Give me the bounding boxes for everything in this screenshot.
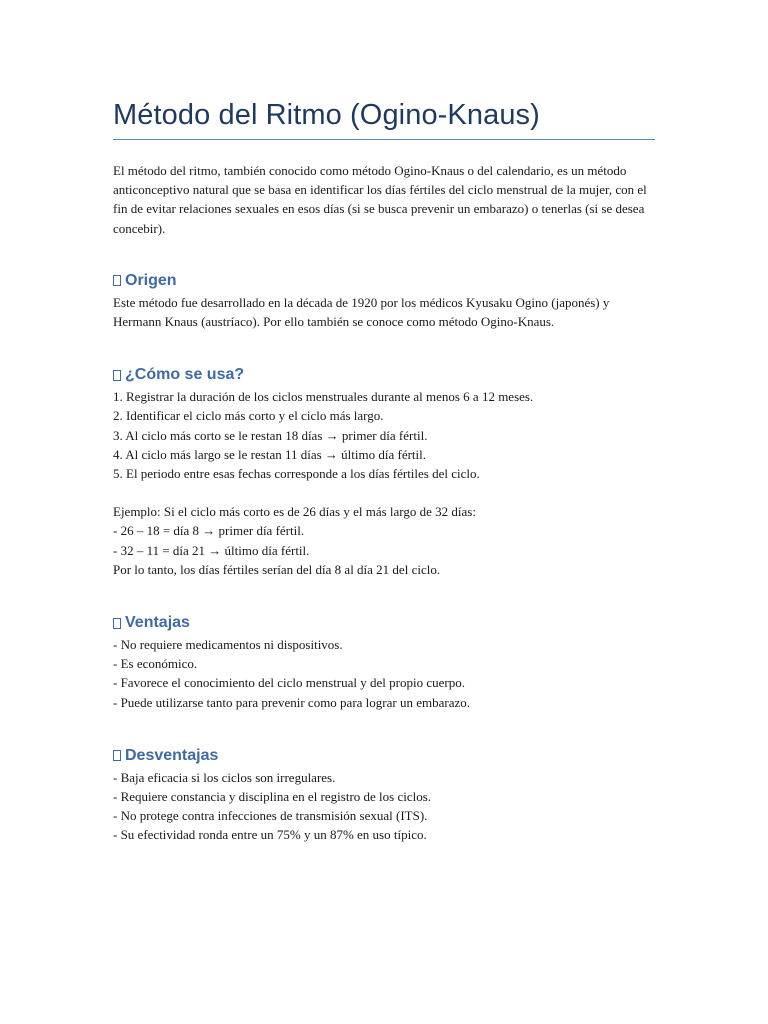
- section-heading-origen: [113, 270, 655, 292]
- placeholder-glyph-icon: [113, 750, 121, 761]
- list-item: - Es económico.: [113, 656, 198, 672]
- desventajas-list: [113, 768, 655, 845]
- title-divider: [113, 139, 655, 140]
- example-line: Ejemplo: Si el ciclo más corto es de 26 días y el más largo de 32 días:: [113, 504, 476, 520]
- placeholder-glyph-icon: [113, 618, 121, 629]
- document-page: [113, 95, 655, 845]
- example-line: - 26 – 18 = día 8 → primer día fértil.: [113, 523, 305, 539]
- section-heading-desventajas: [113, 745, 655, 767]
- list-item: - Requiere constancia y disciplina en el registro de los ciclos.: [113, 789, 432, 805]
- spacer: [113, 483, 655, 502]
- ventajas-list: [113, 635, 655, 712]
- intro-paragraph: El método del ritmo, también conocido como método Ogino-Knaus o del calendario, es un método anticonceptivo natural que se basa en identificar los días fértiles del ciclo menstrual de la mujer, con el fin de evitar relaciones sexuales en esos días (si se busca prevenir un embarazo) o tenerlas (si se desea concebir).: [113, 163, 647, 236]
- origen-paragraph: Este método fue desarrollado en la década de 1920 por los médicos Kyusaku Ogino (japonés) y Hermann Knaus (austríaco). Por ello también se conoce como método Ogino-Knaus.: [113, 294, 610, 330]
- section-heading-label: Ventajas: [125, 614, 190, 632]
- list-item: 3. Al ciclo más corto se le restan 18 días → primer día fértil.: [113, 427, 428, 443]
- section-heading-label: Origen: [125, 271, 177, 289]
- list-item: - Baja eficacia si los ciclos son irregulares.: [113, 769, 336, 785]
- placeholder-glyph-icon: [113, 370, 121, 381]
- steps-list: [113, 387, 655, 579]
- placeholder-glyph-icon: [113, 275, 121, 286]
- list-item: 5. El periodo entre esas fechas corresponde a los días fértiles del ciclo.: [113, 466, 480, 482]
- example-line: - 32 – 11 = día 21 → último día fértil.: [113, 542, 310, 558]
- list-item: - Puede utilizarse tanto para prevenir como para lograr un embarazo.: [113, 694, 470, 710]
- section-heading-label: Desventajas: [125, 746, 219, 764]
- section-heading-ventajas: [113, 612, 655, 634]
- section-heading-label: ¿Cómo se usa?: [125, 366, 245, 384]
- list-item: 4. Al ciclo más largo se le restan 11 días → último día fértil.: [113, 446, 427, 462]
- example-line: Por lo tanto, los días fértiles serían del día 8 al día 21 del ciclo.: [113, 561, 441, 577]
- list-item: 2. Identificar el ciclo más corto y el ciclo más largo.: [113, 408, 384, 424]
- list-item: - Favorece el conocimiento del ciclo menstrual y del propio cuerpo.: [113, 675, 465, 691]
- page-title: Método del Ritmo (Ogino-Knaus): [113, 99, 540, 131]
- list-item: - Su efectividad ronda entre un 75% y un 87% en uso típico.: [113, 827, 427, 843]
- list-item: - No protege contra infecciones de transmisión sexual (ITS).: [113, 808, 428, 824]
- list-item: - No requiere medicamentos ni dispositivos.: [113, 637, 343, 653]
- list-item: 1. Registrar la duración de los ciclos menstruales durante al menos 6 a 12 meses.: [113, 389, 534, 405]
- section-heading-como-se-usa: [113, 364, 655, 386]
